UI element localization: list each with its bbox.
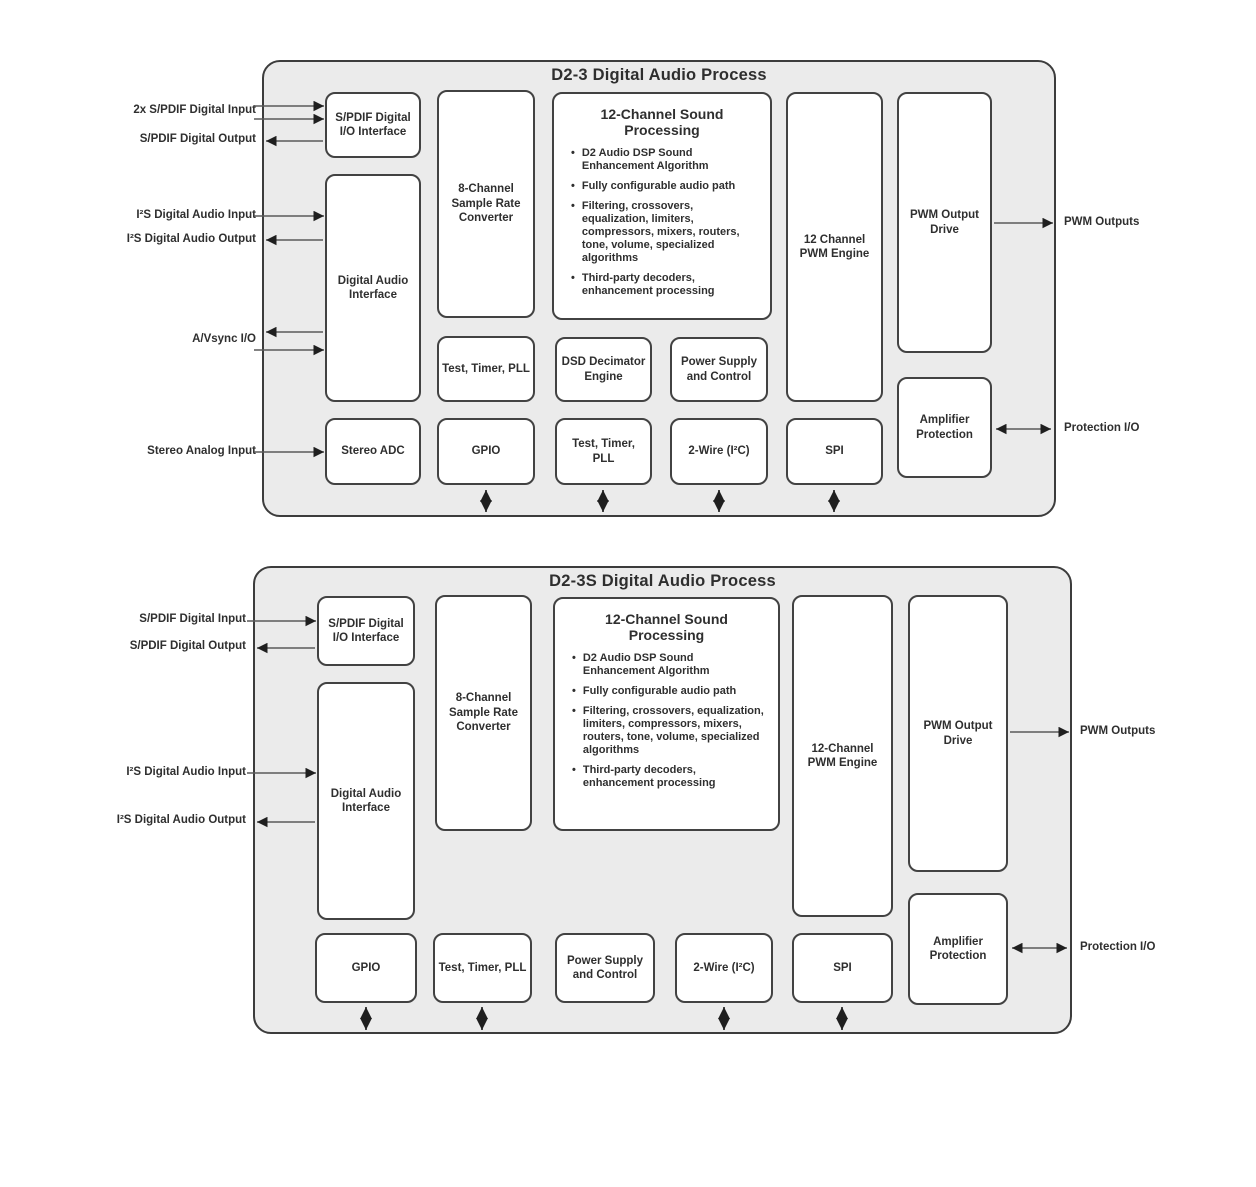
block-spi-d23: [786, 418, 883, 485]
bullet-item: [572, 652, 766, 678]
block-sample-rate-converter-d23s: [435, 595, 532, 831]
label-spdif-input-d23s: S/PDIF Digital Input: [139, 613, 246, 625]
block-label: 8-Channel Sample Rate Converter: [451, 183, 521, 225]
block-label: 8-Channel Sample Rate Converter: [448, 692, 519, 734]
block-label: SPI: [825, 445, 844, 458]
label-pwm-outputs-d23: PWM Outputs: [1064, 216, 1140, 228]
chip-title-d23s: D2-3S Digital Audio Process: [549, 572, 776, 590]
block-label: DSD Decimator Engine: [561, 356, 646, 383]
bullet-text: Filtering, crossovers, equalization, limiters, compressors, mixers, routers, tone, volume, specialized algorithms: [582, 705, 764, 756]
block-label: Digital Audio Interface: [337, 274, 409, 301]
block-label: 12-Channel PWM Engine: [807, 742, 878, 769]
bullet-item: [571, 180, 758, 193]
block-pwm-output-drive-d23: [897, 92, 992, 353]
sound-processing-bullets: [567, 652, 766, 790]
block-label: GPIO: [471, 445, 501, 458]
bullet-dot: •: [572, 652, 576, 665]
block-label: Amplifier Protection: [929, 935, 987, 962]
block-spi-d23s: [792, 933, 893, 1003]
block-label: Test, Timer, PLL: [438, 961, 527, 974]
bullet-text: Third-party decoders, enhancement processing: [582, 763, 716, 789]
block-label: 2-Wire (I²C): [693, 961, 755, 974]
block-pwm-engine-d23: [786, 92, 883, 402]
label-avsync-io-d23: A/Vsync I/O: [192, 333, 256, 345]
block-test-timer-pll-d23s: [433, 933, 532, 1003]
bullet-dot: •: [571, 180, 575, 193]
label-i2s-input-d23s: I²S Digital Audio Input: [126, 766, 246, 778]
chip-title-d23: D2-3 Digital Audio Process: [551, 66, 767, 84]
bullet-dot: •: [572, 763, 576, 776]
label-i2s-input-d23: I²S Digital Audio Input: [136, 209, 256, 221]
block-amplifier-protection-d23: [897, 377, 992, 478]
block-label: Power Supply and Control: [566, 954, 644, 981]
block-label: SPI: [833, 961, 852, 974]
block-label: S/PDIF Digital I/O Interface: [335, 111, 411, 138]
sound-processing-title: 12-Channel Sound Processing: [605, 611, 728, 644]
block-sample-rate-converter-d23: [437, 90, 535, 318]
bullet-item: [571, 200, 758, 265]
block-digital-audio-interface-d23: [325, 174, 421, 402]
block-label: Power Supply and Control: [680, 356, 758, 383]
block-two-wire-i2c-d23s: [675, 933, 773, 1003]
block-test-timer-pll-mid-d23: [437, 336, 535, 402]
block-gpio-d23: [437, 418, 535, 485]
block-pwm-engine-d23s: [792, 595, 893, 917]
label-spdif-output-d23s: S/PDIF Digital Output: [129, 640, 246, 652]
label-pwm-outputs-d23s: PWM Outputs: [1080, 725, 1156, 737]
bullet-dot: •: [571, 200, 575, 213]
block-spdif-io-interface-d23s: [317, 596, 415, 666]
block-label: Stereo ADC: [341, 445, 405, 458]
bullet-text: Fully configurable audio path: [581, 180, 736, 193]
sound-processing-title: 12-Channel Sound Processing: [600, 106, 724, 139]
block-label: Digital Audio Interface: [330, 787, 402, 814]
label-i2s-output-d23s: I²S Digital Audio Output: [116, 814, 246, 826]
bullet-item: [571, 147, 758, 173]
block-label: Test, Timer, PLL: [572, 438, 635, 465]
label-stereo-analog-input-d23: Stereo Analog Input: [147, 445, 256, 457]
block-gpio-d23s: [315, 933, 417, 1003]
bullet-text: D2 Audio DSP Sound Enhancement Algorithm: [581, 147, 709, 173]
bullet-text: Filtering, crossovers, equalization, limiters, compressors, mixers, routers, tone, volume, specialized algorithms: [581, 200, 740, 264]
block-power-supply-d23s: [555, 933, 655, 1003]
block-label: Test, Timer, PLL: [442, 362, 530, 375]
bullet-text: D2 Audio DSP Sound Enhancement Algorithm: [582, 652, 710, 678]
bullet-dot: •: [572, 705, 576, 718]
bullet-dot: •: [571, 147, 575, 160]
block-sound-processing-d23s: [553, 597, 780, 831]
label-spdif-output-d23: S/PDIF Digital Output: [139, 133, 256, 145]
bullet-dot: •: [571, 271, 575, 284]
label-spdif-input-d23: 2x S/PDIF Digital Input: [133, 104, 256, 116]
block-amplifier-protection-d23s: [908, 893, 1008, 1005]
block-test-timer-pll-bottom-d23: [555, 418, 652, 485]
block-sound-processing-d23: [552, 92, 772, 320]
block-label: PWM Output Drive: [923, 720, 993, 747]
block-label: 12 Channel PWM Engine: [799, 233, 870, 260]
sound-processing-bullets: [566, 147, 758, 298]
bullet-dot: •: [572, 685, 576, 698]
label-protection-io-d23s: Protection I/O: [1080, 941, 1156, 953]
block-label: PWM Output Drive: [910, 209, 979, 236]
bullet-item: [572, 764, 766, 790]
block-label: S/PDIF Digital I/O Interface: [328, 617, 404, 644]
block-label: GPIO: [351, 961, 381, 974]
block-label: Amplifier Protection: [916, 414, 973, 441]
bullet-item: [572, 685, 766, 698]
bullet-item: [572, 705, 766, 757]
block-power-supply-d23: [670, 337, 768, 402]
block-spdif-io-interface-d23: [325, 92, 421, 158]
bullet-item: [571, 272, 758, 298]
bullet-text: Fully configurable audio path: [582, 685, 737, 698]
bullet-text: Third-party decoders, enhancement processing: [581, 271, 715, 297]
block-two-wire-i2c-d23: [670, 418, 768, 485]
block-stereo-adc-d23: [325, 418, 421, 485]
block-label: 2-Wire (I²C): [688, 445, 750, 458]
block-digital-audio-interface-d23s: [317, 682, 415, 920]
block-pwm-output-drive-d23s: [908, 595, 1008, 872]
label-i2s-output-d23: I²S Digital Audio Output: [126, 233, 256, 245]
block-dsd-decimator-d23: [555, 337, 652, 402]
label-protection-io-d23: Protection I/O: [1064, 422, 1140, 434]
